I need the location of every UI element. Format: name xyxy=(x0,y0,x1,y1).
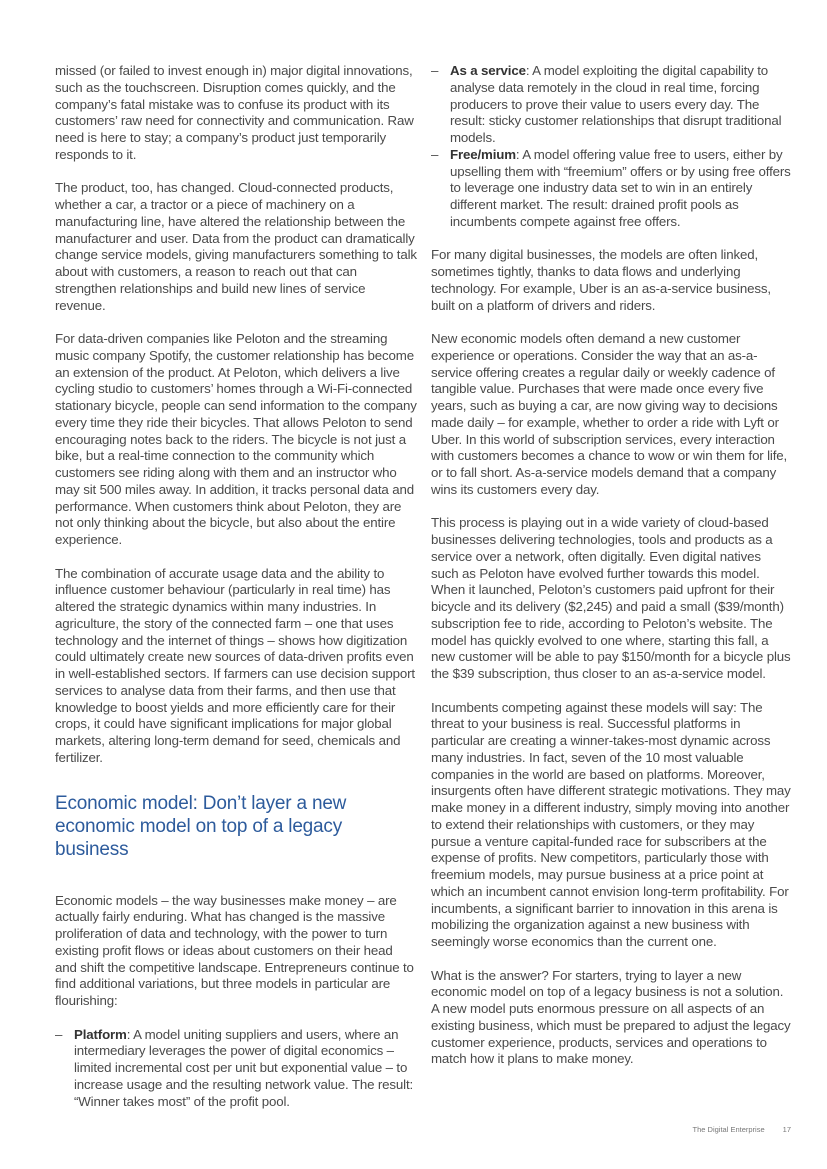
paragraph: For many digital businesses, the models are often linked, sometimes tightly, thanks to data flows and underlying technology. For example, Uber is an as-a-service business, built on a platform of drivers and riders. xyxy=(431,247,771,313)
paragraph: This process is playing out in a wide variety of cloud-based businesses delivering technologies, tools and products as a service over a network, often digitally. Even digital natives such as Peloton have evolved further towards this model. When it launched, Peloton’s customers paid upfront for their bicycle and its delivery ($2,245) and paid a small ($39/month) subscription fee to ride, according to Peloton’s website. The model has quickly evolved to one where, starting this fall, a new customer will be able to pay $150/month for a bicycle plus the $39 subscription, thus closer to an as-a-service model. xyxy=(431,515,791,681)
page-footer xyxy=(675,1125,791,1134)
list-text: : A model uniting suppliers and users, where an intermediary leverages the power of digital economics – limited incremental cost per unit but exponential value – to increase usage and the resulting network value. The result: “Winner takes most” of the profit pool. xyxy=(74,1026,414,1109)
section-heading: Economic model: Don’t layer a new economic model on top of a legacy business xyxy=(55,792,347,860)
paragraph: The combination of accurate usage data and the ability to influence customer behaviour (particularly in real time) has altered the strategic dynamics within many industries. In agriculture, the story of the connected farm – one that uses technology and the internet of things – shows how digitization could ultimately create new sources of data-driven profits even in well-established sectors. If farmers can use decision support services to analyse data from their farms, and then use that knowledge to boost yields and more efficiently care for their crops, it could have significant implications for major global markets, altering long-term demand for seed, chemicals and fertilizer. xyxy=(55,565,415,765)
paragraph: Economic models – the way businesses make money – are actually fairly enduring. What has changed is the massive proliferation of data and technology, with the power to turn existing profit flows or ideas about customers on their head and shift the competitive landscape. Entrepreneurs continue to find additional variations, but three models in particular are flourishing: xyxy=(55,892,414,1008)
list-dash: – xyxy=(431,146,439,162)
paragraph: The product, too, has changed. Cloud-connected products, whether a car, a tractor or a piece of machinery on a manufacturing line, have altered the relationship between the manufacturer and user. Data from the product can dramatically change service models, giving manufacturers something to talk about with customers, a reason to reach out that can strengthen relationships and build new lines of service revenue. xyxy=(55,180,417,313)
paragraph: Incumbents competing against these models will say: The threat to your business is real. Successful platforms in particular are creating a winner-takes-most dynamic across many industries. In fact, seven of the 10 most valuable companies in the world are based on platforms. Moreover, insurgents often have different strategic motivations. They may make money in a different industry, simply moving into another to extend their relationships with customers, or they may pursue a venture capital-funded race for subscribers at the expense of profits. New competitors, particularly those with freemium models, may pursue business at a price point at which an incumbent cannot envision long-term profitability. For incumbents, a significant barrier to innovation in this arena is mobilizing the organization against a new business with seemingly worse economics than the current one. xyxy=(431,699,791,949)
paragraph: For data-driven companies like Peloton and the streaming music company Spotify, the customer relationship has become an extension of the product. At Peloton, which delivers a live cycling studio to customers’ homes through a Wi-Fi-connected stationary bicycle, people can send information to the company every time they ride their bicycles. That allows Peloton to send encouraging notes back to the riders. The bicycle is not just a bike, but a real-time connection to the community which customers see riding along with them and an instructor who may sit 500 miles away. In addition, it tracks personal data and performance. When customers think about Peloton, they are not only thinking about the bicycle, but also about the entire experience. xyxy=(55,331,417,547)
model-list xyxy=(431,63,791,231)
paragraph: missed (or failed to invest enough in) major digital innovations, such as the touchscreen. Disruption comes quickly, and the company’s fatal mistake was to confuse its product with its customers’ raw need for connectivity and communication. Raw need is here to stay; a company’s product just temporarily responds to it. xyxy=(55,63,414,162)
paragraph: What is the answer? For starters, trying to layer a new economic model on top of a legacy business is not a solution. A new model puts enormous pressure on all aspects of an existing business, which must be prepared to adjust the legacy customer experience, products, services and operations to match how it plans to make money. xyxy=(431,967,791,1067)
list-term: Free/mium xyxy=(450,146,516,162)
left-column xyxy=(55,63,417,1127)
list-item-freemium xyxy=(431,147,791,231)
list-text: : A model offering value free to users, either by upselling them with “freemium” offers or by using free offers to leverage one industry data set to win in an entirely different market. The result: drained profit pools as incumbents compete against free offers. xyxy=(450,146,791,229)
publication-title: The Digital Enterprise xyxy=(692,1125,765,1134)
list-dash: – xyxy=(55,1026,63,1042)
paragraph: New economic models often demand a new customer experience or operations. Consider the way that an as-a-service offering creates a regular daily or weekly cadence of tangible value. Purchases that were made once every five years, such as buying a car, are now giving way to decisions made daily – for example, whether to order a ride with Lyft or Uber. In this world of subscription services, every interaction with customers becomes a chance to wow or win them for life, or to fall short. As-a-service models demand that a company wins its customers every day. xyxy=(431,331,788,497)
list-dash: – xyxy=(431,63,439,78)
list-item-as-a-service xyxy=(431,63,791,147)
model-list xyxy=(55,1027,417,1111)
right-column xyxy=(431,63,791,1085)
list-term: As a service xyxy=(450,63,526,78)
list-term: Platform xyxy=(74,1026,127,1042)
list-text: : A model exploiting the digital capability to analyse data remotely in the cloud in real time, forcing producers to prove their value to users every day. The result: sticky customer relationships that disrupt traditional models. xyxy=(450,63,782,145)
list-item-platform xyxy=(55,1027,417,1111)
page-number: 17 xyxy=(782,1125,791,1134)
